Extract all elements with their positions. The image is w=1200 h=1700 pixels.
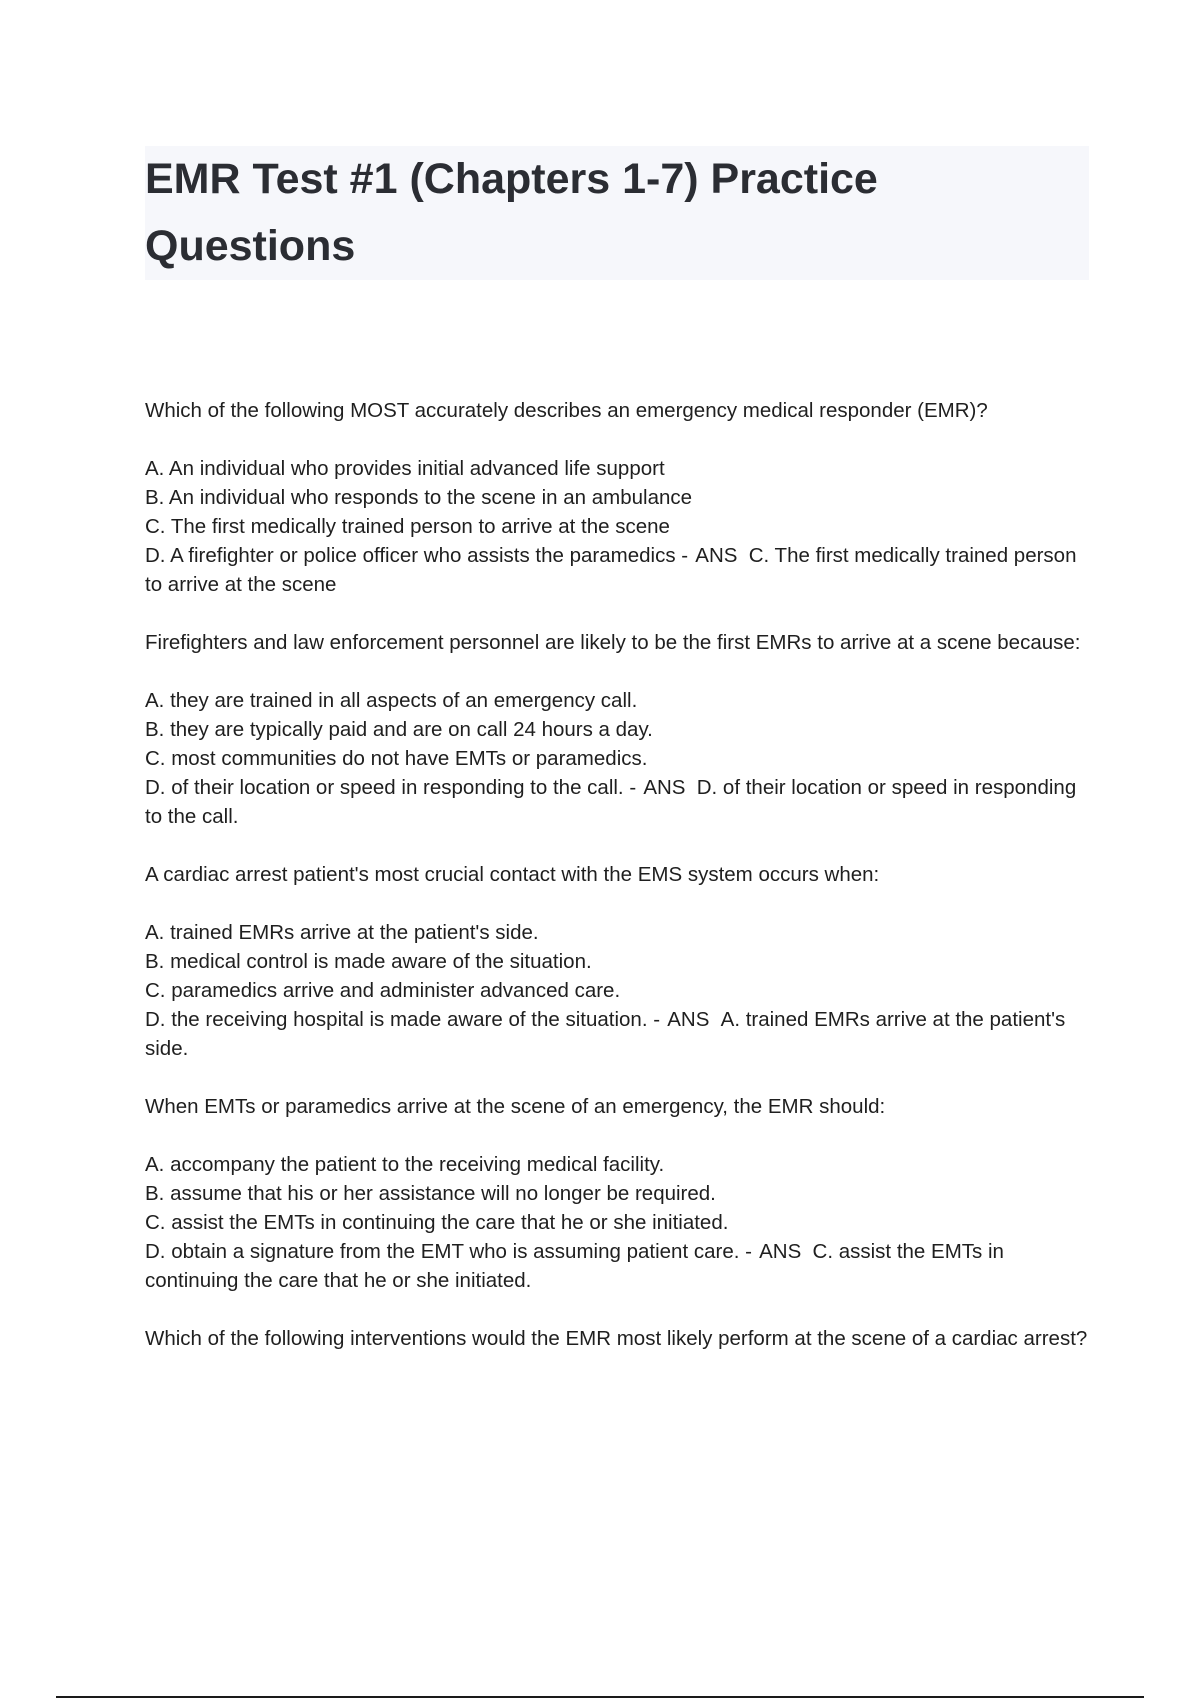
question-text: Which of the following MOST accurately describes an emergency medical responder (EMR)? (145, 399, 988, 422)
option-a: A. they are trained in all aspects of an emergency call. (145, 689, 638, 712)
ans-marker: ANS (759, 1240, 802, 1263)
option-d: D. the receiving hospital is made aware of the situation. - (145, 1008, 661, 1031)
answer-options (145, 1150, 1089, 1295)
option-a: A. trained EMRs arrive at the patient's side. (145, 921, 539, 944)
option-b: B. they are typically paid and are on call 24 hours a day. (145, 718, 653, 741)
questions-list (145, 396, 1089, 1382)
option-c: C. The first medically trained person to arrive at the scene (145, 515, 670, 538)
correct-answer: C. assist the EMTs in continuing the care that he or she initiated. (145, 1240, 1004, 1292)
option-b: B. assume that his or her assistance will no longer be required. (145, 1182, 716, 1205)
option-d: D. obtain a signature from the EMT who is assuming patient care. - (145, 1240, 752, 1263)
footer-divider (56, 1696, 1144, 1698)
question-block-1 (145, 396, 1089, 599)
option-d-with-answer (145, 773, 1089, 831)
question-block-3 (145, 860, 1089, 1063)
ans-marker: ANS (695, 544, 738, 567)
answer-options (145, 686, 1089, 831)
option-a: A. accompany the patient to the receiving medical facility. (145, 1153, 665, 1176)
ans-marker: ANS (667, 1008, 710, 1031)
ans-marker: ANS (643, 776, 686, 799)
option-b: B. medical control is made aware of the situation. (145, 950, 592, 973)
document-title: EMR Test #1 (Chapters 1-7) Practice Questions (145, 155, 878, 270)
question-block-5 (145, 1324, 1089, 1353)
question-block-2 (145, 628, 1089, 831)
question-text: A cardiac arrest patient's most crucial contact with the EMS system occurs when: (145, 863, 880, 886)
question-text: When EMTs or paramedics arrive at the scene of an emergency, the EMR should: (145, 1095, 886, 1118)
correct-answer: D. of their location or speed in responding to the call. (145, 776, 1077, 828)
option-c: C. most communities do not have EMTs or paramedics. (145, 747, 648, 770)
option-d-with-answer (145, 541, 1089, 599)
option-a: A. An individual who provides initial advanced life support (145, 457, 665, 480)
title-block (145, 146, 1089, 280)
option-d-with-answer (145, 1237, 1089, 1295)
question-text: Which of the following interventions would the EMR most likely perform at the scene of a cardiac arrest? (145, 1327, 1088, 1350)
option-d: D. A firefighter or police officer who assists the paramedics - (145, 544, 689, 567)
question-block-4 (145, 1092, 1089, 1295)
answer-options (145, 918, 1089, 1063)
option-d-with-answer (145, 1005, 1089, 1063)
answer-options (145, 454, 1089, 599)
question-text: Firefighters and law enforcement personnel are likely to be the first EMRs to arrive at a scene because: (145, 631, 1081, 654)
option-c: C. assist the EMTs in continuing the care that he or she initiated. (145, 1211, 729, 1234)
option-d: D. of their location or speed in responding to the call. - (145, 776, 637, 799)
option-c: C. paramedics arrive and administer advanced care. (145, 979, 621, 1002)
option-b: B. An individual who responds to the scene in an ambulance (145, 486, 693, 509)
correct-answer: A. trained EMRs arrive at the patient's side. (145, 1008, 1066, 1060)
correct-answer: C. The first medically trained person to arrive at the scene (145, 544, 1077, 596)
